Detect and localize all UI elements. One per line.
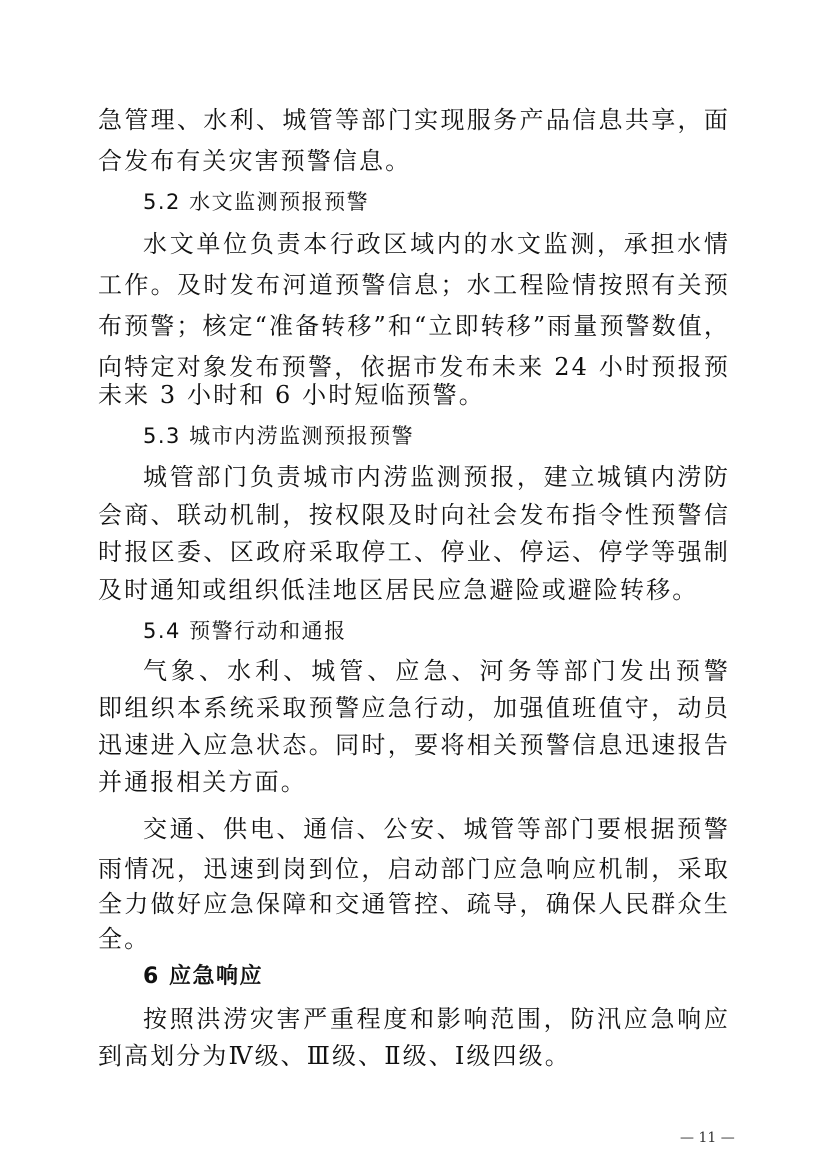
paragraph-line: 到高划分为Ⅳ级、Ⅲ级、Ⅱ级、Ⅰ级四级。 [98,1042,571,1070]
paragraph-line: 向特定对象发布预警，依据市发布未来 24 小时预报预 [98,353,730,381]
paragraph-line: 及时通知或组织低洼地区居民应急避险或避险转移。 [98,576,699,604]
section-heading-6: 6 应急响应 [143,964,263,989]
paragraph-line: 交通、供电、通信、公安、城管等部门要根据预警 [143,815,730,843]
paragraph-line: 急管理、水利、城管等部门实现服务产品信息共享，面 [98,106,730,134]
paragraph-line: 并通报相关方面。 [98,768,307,796]
paragraph-line: 布预警；核定“准备转移”和“立即转移”雨量预警数值， [98,312,730,340]
paragraph-line: 雨情况，迅速到岗到位，启动部门应急响应机制，采取 [98,855,730,883]
paragraph-line: 时报区委、区政府采取停工、停业、停运、停学等强制 [98,538,730,566]
paragraph-line: 全力做好应急保障和交通管控、疏导，确保人民群众生 [98,890,730,918]
paragraph-line: 工作。及时发布河道预警信息；水工程险情按照有关预 [98,271,730,299]
paragraph-line: 按照洪涝灾害严重程度和影响范围，防汛应急响应 [143,1005,730,1033]
paragraph-line: 会商、联动机制，按权限及时向社会发布指令性预警信 [98,501,730,529]
section-heading-5-2: 5.2 水文监测预报预警 [143,190,370,214]
page-number: — 11 — [680,1130,735,1146]
paragraph-line: 城管部门负责城市内涝监测预报，建立城镇内涝防 [143,463,730,491]
paragraph-line: 未来 3 小时和 6 小时短临预警。 [98,381,485,409]
paragraph-line: 即组织本系统采取预警应急行动，加强值班值守，动员 [98,694,730,722]
paragraph-line: 气象、水利、城管、应急、河务等部门发出预警 [143,657,730,685]
paragraph-line: 全。 [98,925,151,953]
paragraph-line: 水文单位负责本行政区域内的水文监测，承担水情 [143,230,730,258]
paragraph-line: 迅速进入应急状态。同时，要将相关预警信息迅速报告 [98,731,730,759]
section-heading-5-4: 5.4 预警行动和通报 [143,619,347,643]
section-heading-5-3: 5.3 城市内涝监测预报预警 [143,424,415,448]
paragraph-line: 合发布有关灾害预警信息。 [98,147,412,175]
